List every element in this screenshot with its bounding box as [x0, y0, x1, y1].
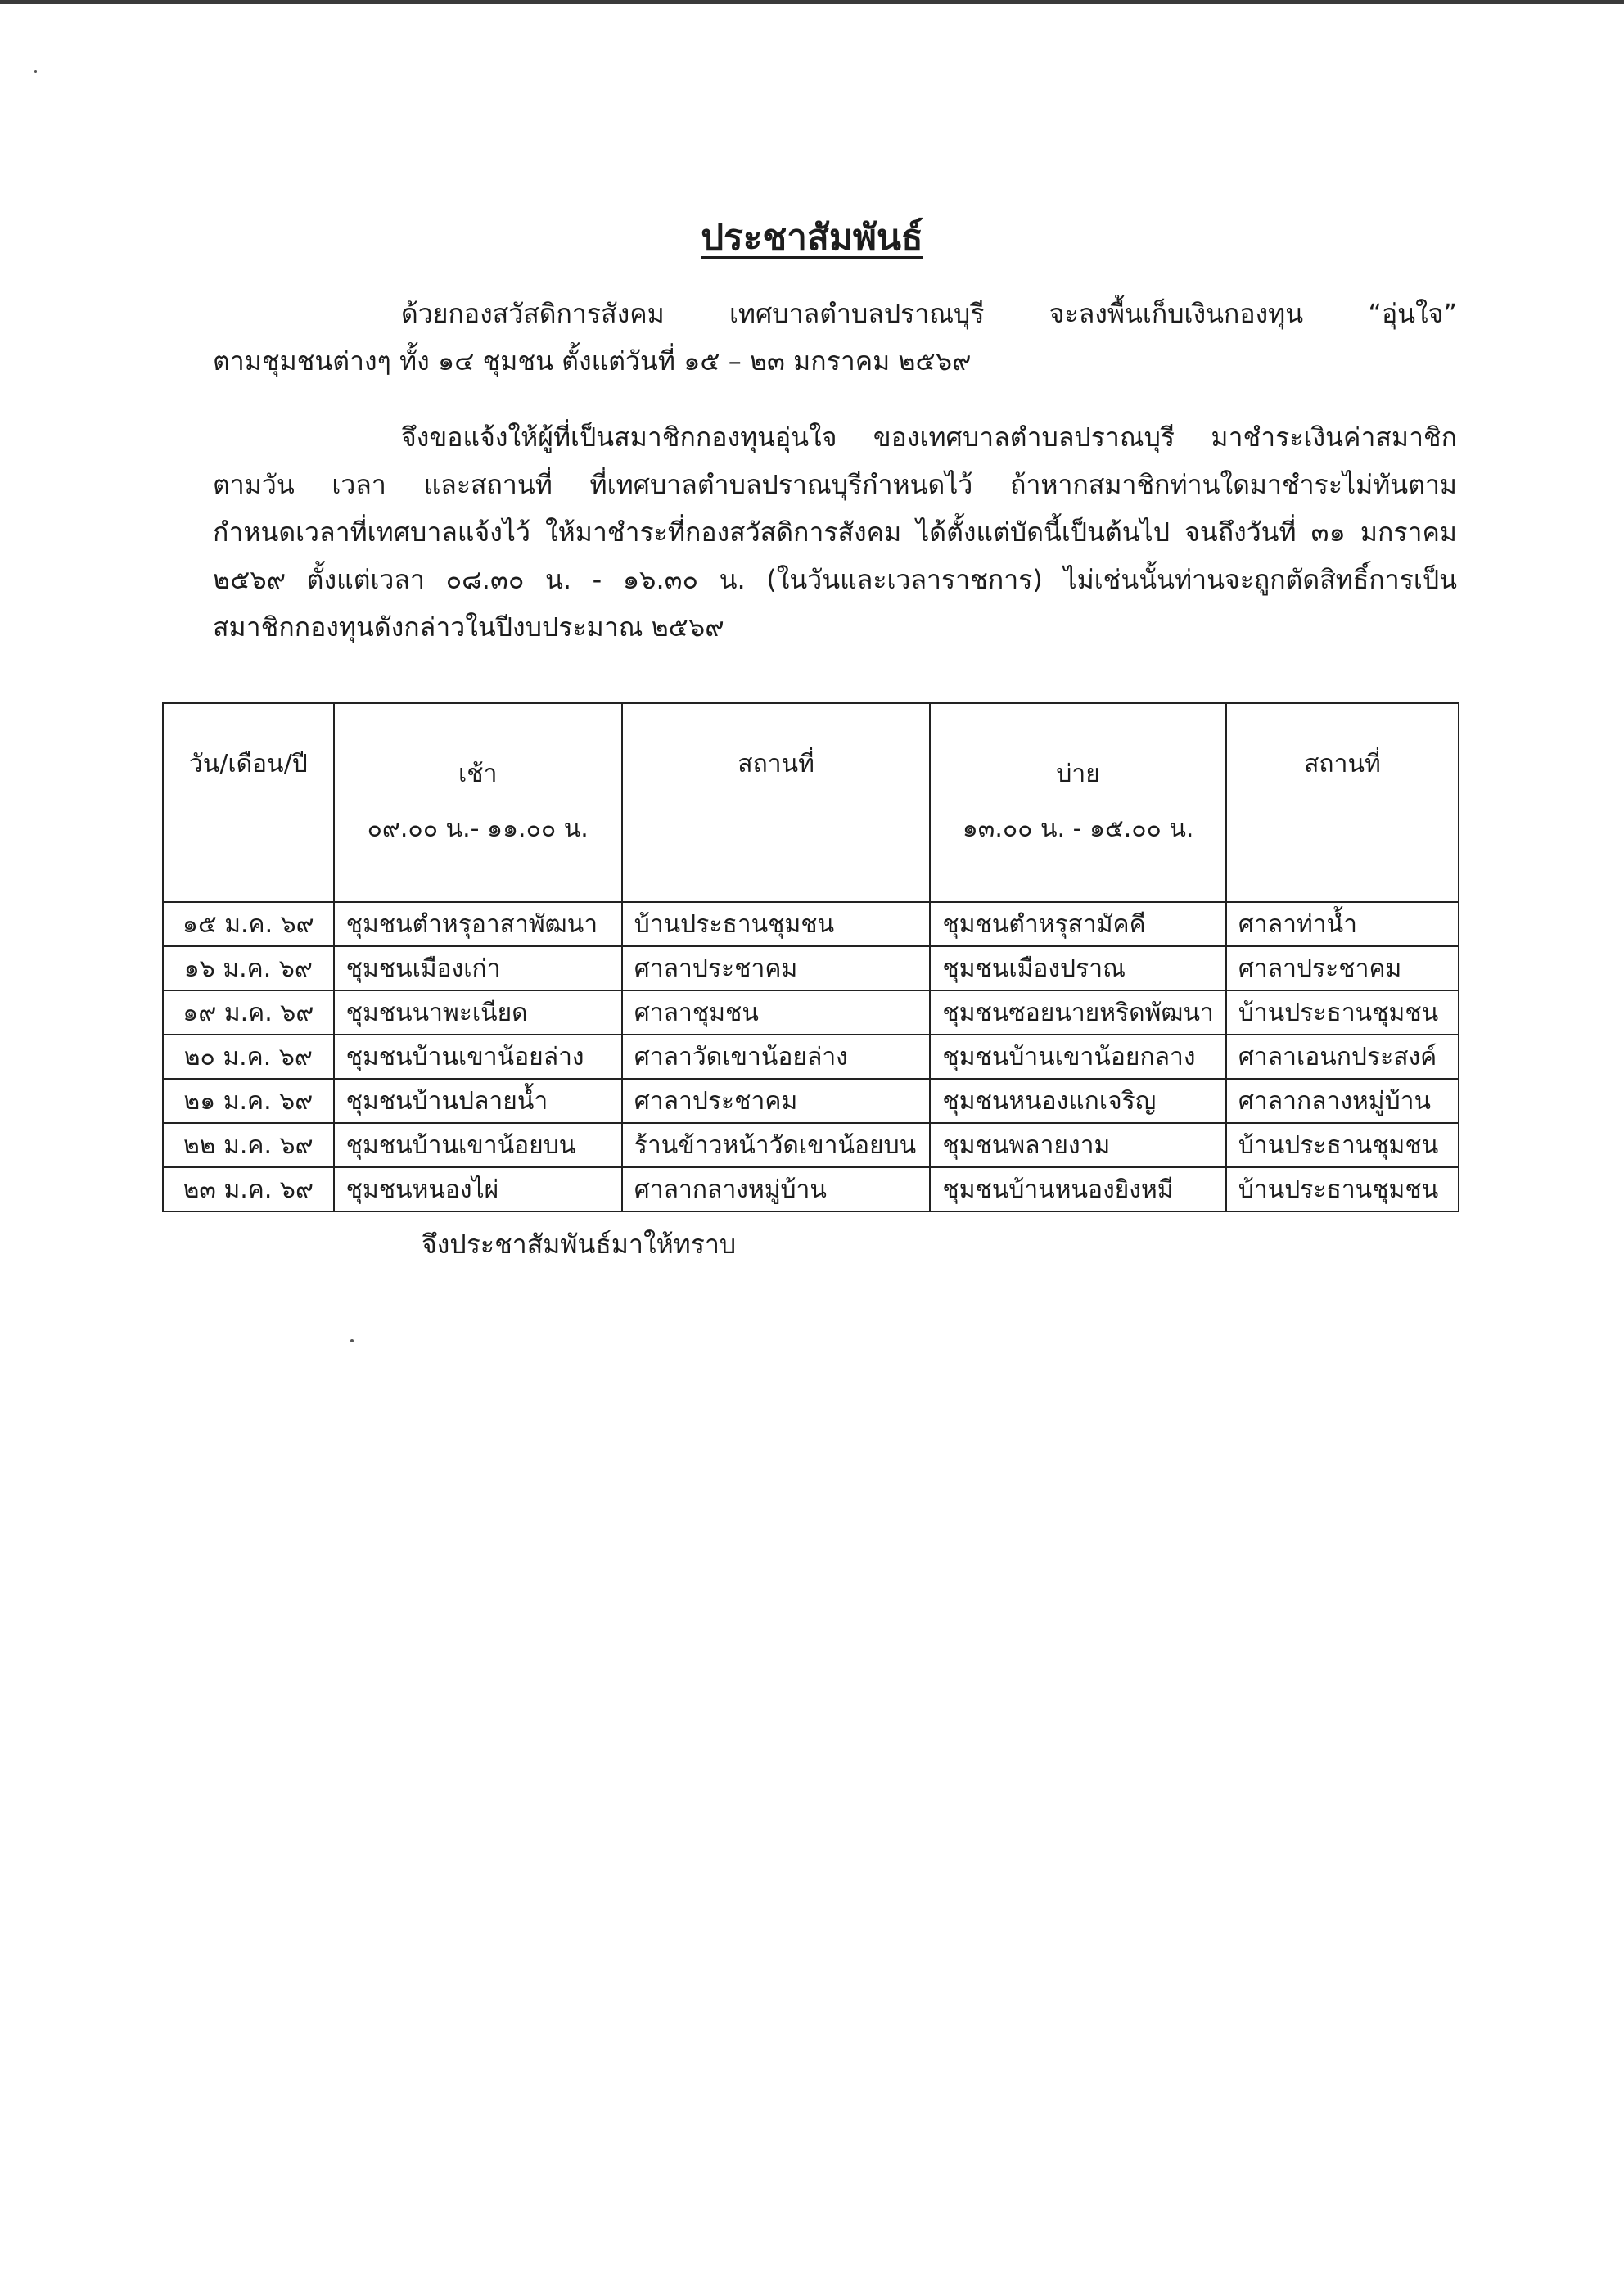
cell-afternoon-place: ศาลากลางหมู่บ้าน: [1226, 1079, 1459, 1123]
table-header-row: [163, 703, 1459, 902]
table-row: [163, 1123, 1459, 1167]
document-title: ประชาสัมพันธ์: [701, 217, 923, 259]
cell-afternoon-community: ชุมชนบ้านหนองยิงหมี: [930, 1167, 1226, 1211]
notice-line: ๒๕๖๙ ตั้งแต่เวลา ๐๘.๓๐ น. - ๑๖.๓๐ น. (ในวันและเวลาราชการ) ไม่เช่นนั้นท่านจะถูกตัดสิทธิ์การเป็น: [213, 564, 1457, 595]
cell-date: ๑๖ ม.ค. ๖๙: [163, 946, 334, 990]
cell-afternoon-place: ศาลาท่าน้ำ: [1226, 902, 1459, 946]
cell-morning-place: ศาลาชุมชน: [622, 990, 931, 1035]
header-morning-time: ๐๙.๐๐ น.- ๑๑.๐๐ น.: [367, 814, 589, 843]
collection-schedule-table: [162, 702, 1459, 1212]
table-row: [163, 1079, 1459, 1123]
cell-morning-community: ชุมชนบ้านปลายน้ำ: [334, 1079, 622, 1123]
cell-date: ๑๙ ม.ค. ๖๙: [163, 990, 334, 1035]
header-place-afternoon: สถานที่: [1226, 703, 1459, 902]
notice-line: กำหนดเวลาที่เทศบาลแจ้งไว้ ให้มาชำระที่กองสวัสดิการสังคม ได้ตั้งแต่บัดนี้เป็นต้นไป จนถึงวันที่ ๓๑ มกราคม: [213, 516, 1457, 548]
cell-morning-community: ชุมชนเมืองเก่า: [334, 946, 622, 990]
header-afternoon-time: ๑๓.๐๐ น. - ๑๕.๐๐ น.: [962, 814, 1194, 843]
cell-morning-place: ศาลาวัดเขาน้อยล่าง: [622, 1035, 931, 1079]
cell-afternoon-place: บ้านประธานชุมชน: [1226, 1167, 1459, 1211]
intro-line: ด้วยกองสวัสดิการสังคม เทศบาลตำบลปราณบุรี จะลงพื้นเก็บเงินกองทุน “อุ่นใจ”: [401, 298, 1457, 329]
cell-morning-place: ศาลาประชาคม: [622, 1079, 931, 1123]
cell-date: ๒๓ ม.ค. ๖๙: [163, 1167, 334, 1211]
cell-afternoon-place: บ้านประธานชุมชน: [1226, 1123, 1459, 1167]
header-date: วัน/เดือน/ปี: [163, 703, 334, 902]
notice-line: จึงขอแจ้งให้ผู้ที่เป็นสมาชิกกองทุนอุ่นใจ ของเทศบาลตำบลปราณบุรี มาชำระเงินค่าสมาชิก: [401, 422, 1457, 453]
cell-afternoon-place: บ้านประธานชุมชน: [1226, 990, 1459, 1035]
cell-afternoon-community: ชุมชนพลายงาม: [930, 1123, 1226, 1167]
cell-date: ๒๐ ม.ค. ๖๙: [163, 1035, 334, 1079]
cell-morning-community: ชุมชนตำหรุอาสาพัฒนา: [334, 902, 622, 946]
cell-date: ๒๒ ม.ค. ๖๙: [163, 1123, 334, 1167]
cell-morning-community: ชุมชนหนองไผ่: [334, 1167, 622, 1211]
table-row: [163, 946, 1459, 990]
cell-morning-community: ชุมชนบ้านเขาน้อยล่าง: [334, 1035, 622, 1079]
cell-date: ๒๑ ม.ค. ๖๙: [163, 1079, 334, 1123]
notice-paragraph: [213, 413, 1457, 651]
header-morning: เช้า ๐๙.๐๐ น.- ๑๑.๐๐ น.: [334, 703, 622, 902]
notice-line: สมาชิกกองทุนดังกล่าวในปีงบประมาณ ๒๕๖๙: [213, 611, 724, 643]
intro-paragraph: [213, 290, 1457, 385]
cell-afternoon-community: ชุมชนบ้านเขาน้อยกลาง: [930, 1035, 1226, 1079]
header-afternoon: บ่าย ๑๓.๐๐ น. - ๑๕.๐๐ น.: [930, 703, 1226, 902]
cell-afternoon-community: ชุมชนเมืองปราณ: [930, 946, 1226, 990]
scan-speck: [350, 1339, 354, 1342]
cell-afternoon-community: ชุมชนตำหรุสามัคคี: [930, 902, 1226, 946]
cell-morning-place: ร้านข้าวหน้าวัดเขาน้อยบน: [622, 1123, 931, 1167]
cell-afternoon-community: ชุมชนหนองแกเจริญ: [930, 1079, 1226, 1123]
scan-speck: [34, 70, 37, 73]
notice-line: ตามวัน เวลา และสถานที่ ที่เทศบาลตำบลปราณบุรีกำหนดไว้ ถ้าหากสมาชิกท่านใดมาชำระไม่ทันตาม: [213, 469, 1457, 500]
table-row: [163, 990, 1459, 1035]
intro-line: ตามชุมชนต่างๆ ทั้ง ๑๔ ชุมชน ตั้งแต่วันที่ ๑๕ – ๒๓ มกราคม ๒๕๖๙: [213, 345, 972, 377]
cell-morning-community: ชุมชนบ้านเขาน้อยบน: [334, 1123, 622, 1167]
cell-date: ๑๕ ม.ค. ๖๙: [163, 902, 334, 946]
closing-statement: จึงประชาสัมพันธ์มาให้ทราบ: [422, 1229, 737, 1260]
scan-top-edge: [0, 0, 1624, 4]
cell-morning-place: ศาลาประชาคม: [622, 946, 931, 990]
cell-morning-place: บ้านประธานชุมชน: [622, 902, 931, 946]
header-place-morning: สถานที่: [622, 703, 931, 902]
cell-afternoon-place: ศาลาประชาคม: [1226, 946, 1459, 990]
cell-morning-place: ศาลากลางหมู่บ้าน: [622, 1167, 931, 1211]
cell-morning-community: ชุมชนนาพะเนียด: [334, 990, 622, 1035]
cell-afternoon-place: ศาลาเอนกประสงค์: [1226, 1035, 1459, 1079]
cell-afternoon-community: ชุมชนซอยนายหริดพัฒนา: [930, 990, 1226, 1035]
table-row: [163, 1167, 1459, 1211]
table-row: [163, 1035, 1459, 1079]
table-row: [163, 902, 1459, 946]
